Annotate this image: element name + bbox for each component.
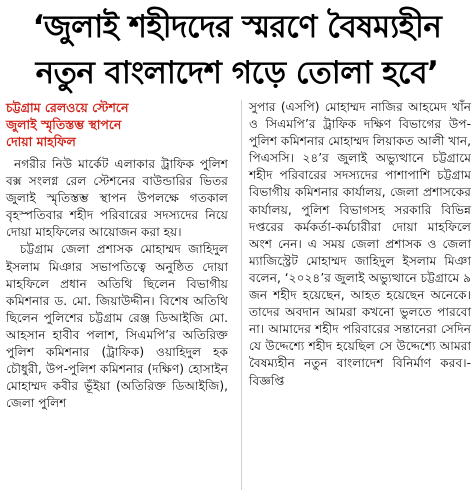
article-subheading (6, 99, 228, 150)
left-body-text (6, 156, 228, 412)
right-body-text (249, 99, 471, 390)
body-paragraph-2: চট্টগ্রাম জেলা প্রশাসক মোহাম্মদ জাহিদুল ইসলাম মিঞার সভাপতিত্বে অনুষ্ঠিত দোয়া মাহফিলে প্রধান অতিথি ছিলেন বিভাগীয় কমিশনার ড. মো. জিয়াউদ্দীন। বিশেষ অতিথি ছিলেন পুলিশের চট্টগ্রাম রেঞ্জ ডিআইজি মো. আহসান হাবীব পলাশ, সিএমপি’র অতিরিক্ত পুলিশ কমিশনার (ট্রাফিক) ওয়াহিদুল হক চৌধুরী, উপ-পুলিশ কমিশনার (দক্ষিণ) হোসাইন মোহাম্মদ কবীর ভূঁইয়া (অতিরিক্ত ডিআইজি), জেলা পুলিশ (6, 242, 228, 411)
headline-line-1: ‘জুলাই শহীদদের স্মরণে বৈষম্যহীন (32, 9, 442, 45)
right-column (249, 99, 471, 390)
article-headline (6, 4, 468, 96)
headline-line-2: নতুন বাংলাদেশ গড়ে তোলা হবে’ (35, 55, 439, 91)
body-paragraph-1: নগরীর নিউ মার্কেট এলাকার ট্রাফিক পুলিশ বক্স সংলগ্ন রেল স্টেশনের বাউন্ডারির ভিতর জুলাই স্মৃতিস্তম্ভ স্থাপন উপলক্ষে গতকাল বৃহস্পতিবার শহীদ পরিবারের সদস্যদের নিয়ে দোয়া মাহফিলের আয়োজন করা হয়। (6, 157, 228, 240)
subheading-line-2: জুলাই স্মৃতিস্তম্ভ স্থাপনে (6, 117, 122, 132)
subheading-line-1: চট্টগ্রাম রেলওয়ে স্টেশনে (6, 100, 129, 115)
column-divider (241, 100, 242, 490)
subheading-line-3: দোয়া মাহফিল (6, 134, 76, 149)
body-paragraph-3: সুপার (এসপি) মোহাম্মদ নাজির আহমেদ খাঁন ও সিএমপি’র ট্রাফিক দক্ষিণ বিভাগের উপ-পুলিশ কমিশনার মোহাম্মদ লিয়াকত আলী খান, পিএসসি। ২৪’র জুলাই অভ্যুত্থানে চট্টগ্রামে শহীদ পরিবারের সদস্যদের পাশাপাশি চট্টগ্রাম বিভাগীয় কমিশনার কার্যালয়, জেলা প্রশাসকের কার্যালয়, পুলিশ বিভাগসহ সরকারি বিভিন্ন দপ্তরের কর্মকর্তা-কর্মচারীরা দোয়া মাহফিলে অংশ নেন। এ সময় জেলা প্রশাসক ও জেলা ম্যাজিস্ট্রেট মোহাম্মদ জাহিদুল ইসলাম মিঞা বলেন, ‘২০২৪’র জুলাই অভ্যুত্থানে চট্টগ্রামে ৯ জন শহীদ হয়েছেন, আহত হয়েছেন অনেকে। তাদের অবদান আমরা কখনো ভুলতে পারবো না। আমাদের শহীদ পরিবারের সন্তানেরা সেদিন যে উদ্দেশ্যে শহীদ হয়েছিল সে উদ্দেশ্যে আমরা বৈষম্যহীন নতুন বাংলাদেশ বিনির্মাণ করব।-বিজ্ঞপ্তি (249, 100, 471, 388)
left-column (6, 99, 228, 412)
